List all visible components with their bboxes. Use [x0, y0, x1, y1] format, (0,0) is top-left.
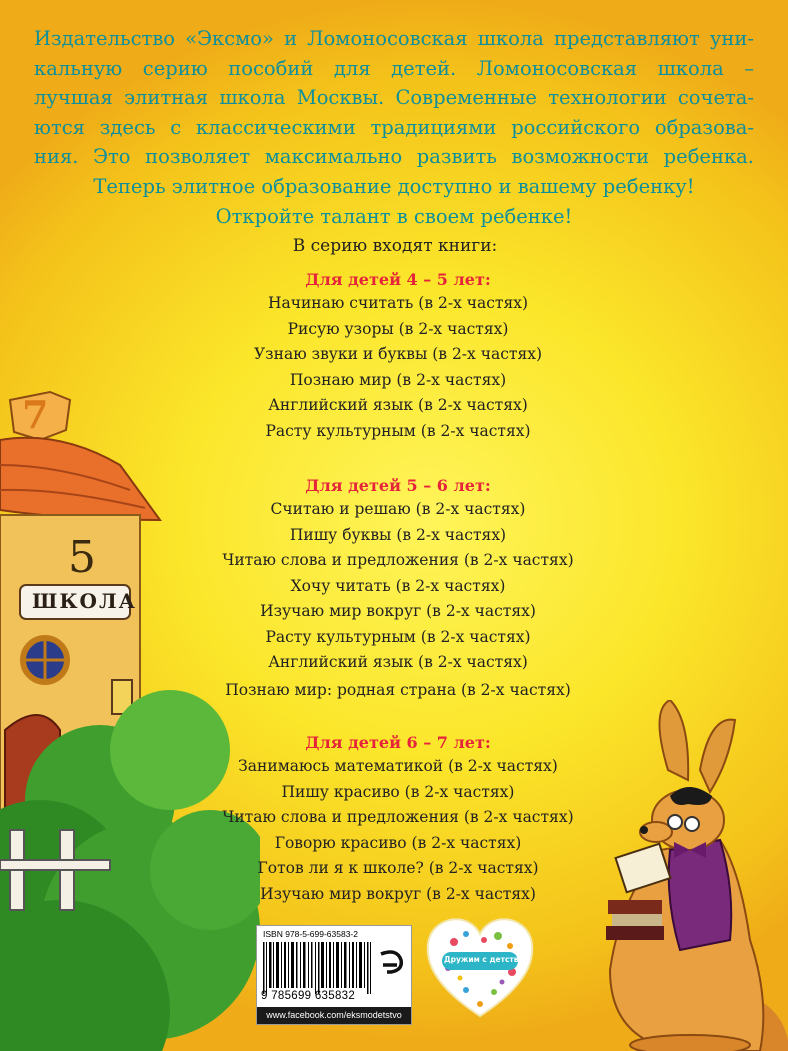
book-title: Узнаю звуки и буквы (в 2-х частях)	[253, 345, 543, 363]
intro-line: Теперь элитное образование доступно и вашему ребенку!	[93, 174, 695, 198]
book-title: Познаю мир: родная страна (в 2-х частях)	[225, 680, 571, 699]
book-title: Расту культурным (в 2-х частях)	[265, 421, 531, 440]
book-title: Рисую узоры (в 2-х частях)	[287, 319, 509, 338]
age-group-6-7	[168, 733, 628, 907]
book-title: Читаю слова и предложения (в 2-х частях)	[222, 551, 574, 569]
isbn-text: ISBN 978-5-699-63583-2	[263, 929, 358, 939]
kangaroo-illustration	[560, 700, 788, 1051]
book-title: Пишу красиво (в 2-х частях)	[281, 782, 515, 801]
book-title: Читаю слова и предложения (в 2-х частях)	[222, 808, 574, 826]
intro-line: Издательство «Эксмо» и Ломоносовская школа представляют уни-	[34, 27, 754, 50]
intro-line: ются здесь с классическими традициями российского образова-	[34, 115, 754, 139]
book-title: Считаю и решаю (в 2-х частях)	[270, 500, 526, 518]
series-title: В серию входят книги:	[292, 236, 498, 256]
book-title: Пишу буквы (в 2-х частях)	[289, 525, 507, 544]
book-title: Готов ли я к школе? (в 2-х частях)	[257, 859, 539, 877]
book-title: Начинаю считать (в 2-х частях)	[267, 294, 529, 312]
intro-line: лучшая элитная школа Москвы. Современные технологии сочета-	[34, 86, 754, 110]
heart-badge-text: Дружим с детства!	[444, 955, 527, 964]
book-title: Расту культурным (в 2-х частях)	[265, 627, 531, 646]
intro-line: Откройте талант в своем ребенке!	[215, 204, 573, 228]
intro-line: ния. Это позволяет максимально развить возможности ребенка.	[34, 145, 754, 169]
facebook-url: www.facebook.com/eksmodetstvo	[257, 1007, 411, 1024]
age-group-4-5	[168, 270, 628, 444]
book-title: Английский язык (в 2-х частях)	[268, 653, 528, 671]
school-house-illustration	[0, 370, 260, 1051]
age-group-heading: Для детей 4 – 5 лет:	[305, 270, 491, 289]
book-title: Хочу читать (в 2-х частях)	[290, 576, 506, 595]
house-number: 5	[68, 532, 96, 583]
book-title: Изучаю мир вокруг (в 2-х частях)	[260, 884, 536, 903]
eksmo-logo	[377, 948, 405, 982]
book-title: Познаю мир (в 2-х частях)	[289, 370, 507, 389]
age-group-5-6	[168, 476, 628, 703]
age-group-heading: Для детей 6 – 7 лет:	[305, 733, 491, 752]
barcode-bars	[263, 942, 373, 994]
barcode-block	[256, 925, 412, 1025]
age-group-heading: Для детей 5 – 6 лет:	[305, 476, 491, 495]
book-title: Говорю красиво (в 2-х частях)	[274, 833, 522, 852]
book-title: Английский язык (в 2-х частях)	[268, 396, 528, 414]
tower-number: 7	[22, 392, 49, 437]
book-title: Занимаюсь математикой (в 2-х частях)	[238, 757, 558, 775]
barcode-digits: 9 785699 635832	[261, 990, 356, 1002]
heart-badge-illustration	[424, 912, 536, 1022]
intro-paragraph	[34, 24, 754, 231]
intro-line: кальную серию пособий для детей. Ломоносовская школа –	[34, 56, 754, 80]
house-sign: ШКОЛА	[32, 589, 137, 613]
book-title: Изучаю мир вокруг (в 2-х частях)	[260, 602, 536, 620]
